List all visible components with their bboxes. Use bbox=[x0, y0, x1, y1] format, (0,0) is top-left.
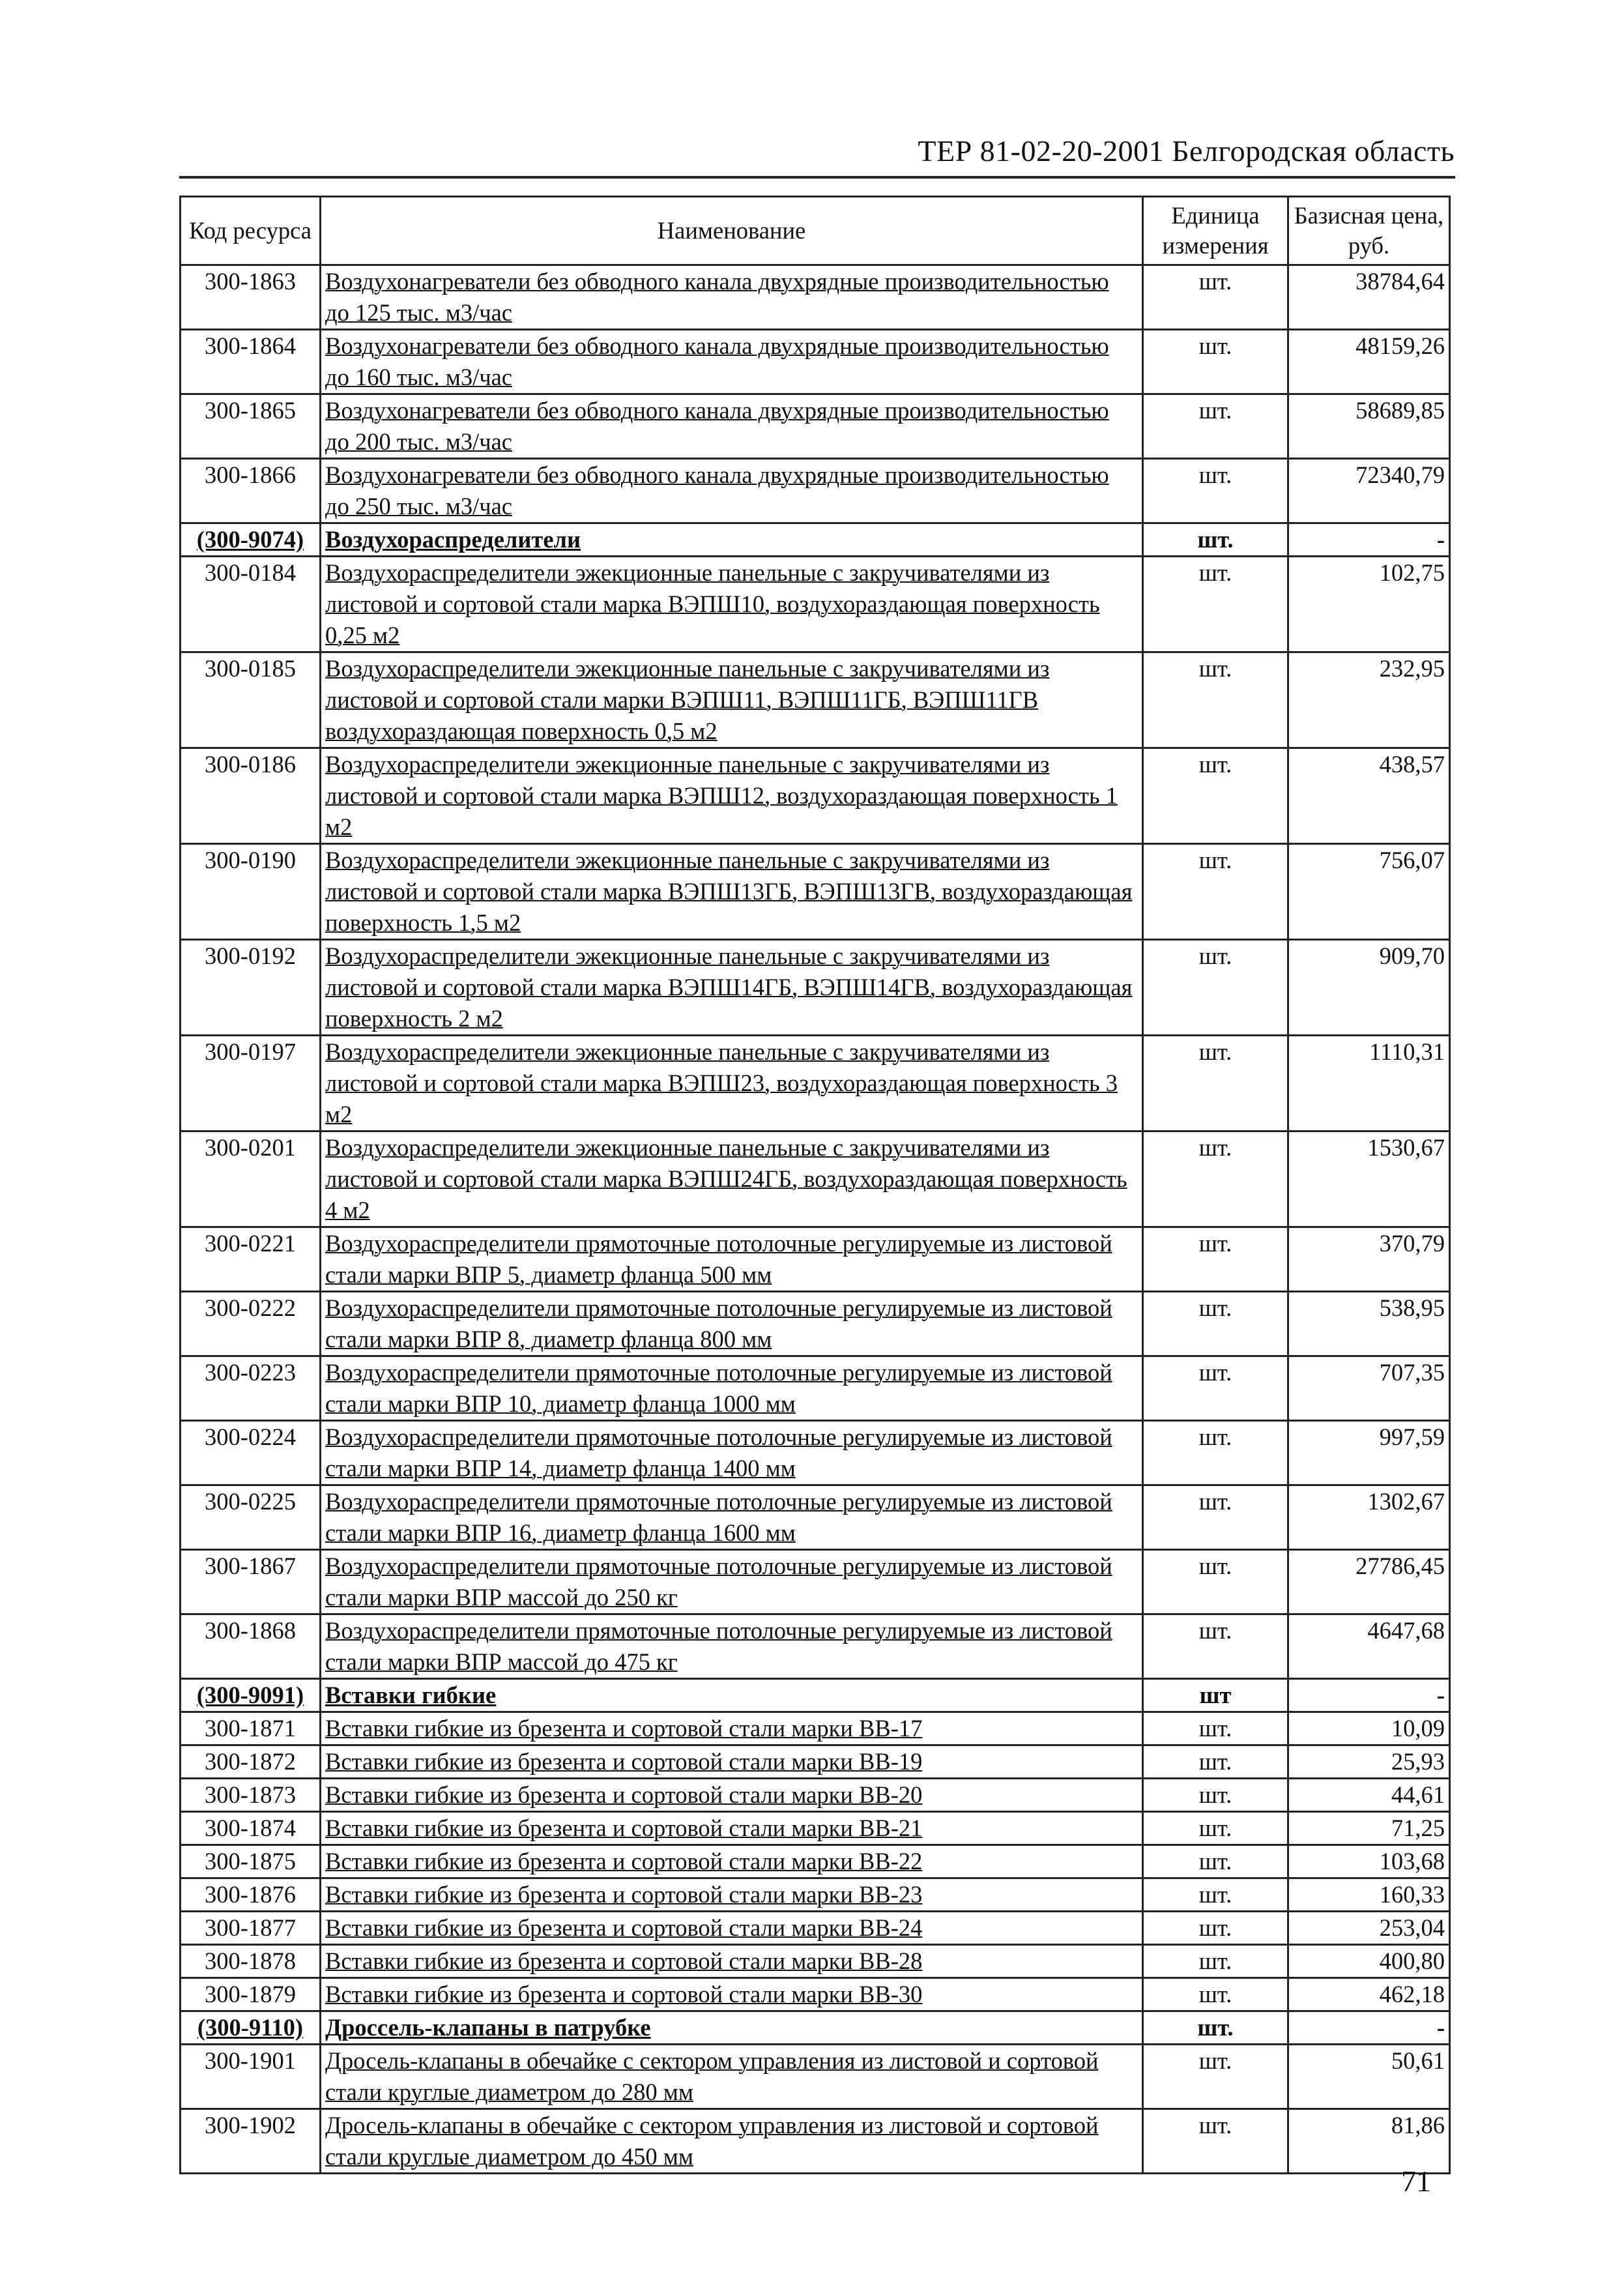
resource-code-cell-text: 300-1873 bbox=[205, 1781, 296, 1808]
resource-name-cell bbox=[321, 1614, 1143, 1679]
unit-cell bbox=[1143, 523, 1288, 557]
table-row bbox=[181, 1912, 1450, 1945]
unit-cell bbox=[1143, 652, 1288, 748]
price-cell bbox=[1288, 1036, 1450, 1131]
unit-cell bbox=[1143, 1878, 1288, 1912]
unit-cell-text: шт. bbox=[1197, 526, 1234, 553]
resource-code-cell bbox=[181, 652, 321, 748]
unit-cell-text: шт. bbox=[1198, 1881, 1232, 1908]
price-cell bbox=[1288, 844, 1450, 940]
unit-cell-text: шт. bbox=[1198, 1948, 1232, 1974]
price-cell bbox=[1288, 265, 1450, 330]
price-cell bbox=[1288, 330, 1450, 394]
resource-name-cell-text: Воздухораспределители эжекционные панельные с закручивателями из листовой и сортовой стали марка ВЭПШ24ГБ, воздухораздающая поверхность 4 м2 bbox=[325, 1134, 1127, 1223]
resource-code-cell-text: 300-1868 bbox=[205, 1617, 296, 1644]
price-cell-text: 756,07 bbox=[1379, 847, 1445, 873]
price-cell bbox=[1288, 394, 1450, 459]
resource-code-cell bbox=[181, 2045, 321, 2109]
table-row bbox=[181, 940, 1450, 1036]
price-cell-text: 232,95 bbox=[1379, 655, 1445, 682]
price-cell-text: 71,25 bbox=[1391, 1815, 1445, 1841]
resource-code-cell-text: 300-1878 bbox=[205, 1948, 296, 1974]
table-row bbox=[181, 1878, 1450, 1912]
table-row bbox=[181, 1356, 1450, 1421]
resource-name-cell bbox=[321, 459, 1143, 523]
resource-code-cell-text: 300-1863 bbox=[205, 268, 296, 295]
resource-name-cell-text: Воздухораспределители прямоточные потолочные регулируемые из листовой стали марки ВПР 5, диаметр фланца 500 мм bbox=[325, 1230, 1112, 1288]
resource-name-cell-text: Воздухораспределители прямоточные потолочные регулируемые из листовой стали марки ВПР 10, диаметр фланца 1000 мм bbox=[325, 1359, 1112, 1417]
resource-code-cell-text: 300-0184 bbox=[205, 559, 296, 586]
table-row bbox=[181, 1812, 1450, 1845]
resource-name-cell bbox=[321, 1779, 1143, 1812]
price-cell bbox=[1288, 1614, 1450, 1679]
unit-cell-text: шт. bbox=[1198, 751, 1232, 778]
table-row bbox=[181, 1712, 1450, 1745]
resource-code-cell-text: 300-0190 bbox=[205, 847, 296, 873]
resource-name-cell bbox=[321, 1845, 1143, 1878]
unit-cell-text: шт. bbox=[1198, 1294, 1232, 1321]
price-cell-text: 72340,79 bbox=[1356, 461, 1445, 488]
resource-name-cell-text: Воздухораспределители прямоточные потолочные регулируемые из листовой стали марки ВПР 8, диаметр фланца 800 мм bbox=[325, 1294, 1112, 1352]
resource-name-cell bbox=[321, 1356, 1143, 1421]
price-cell bbox=[1288, 1712, 1450, 1745]
table-row bbox=[181, 1614, 1450, 1679]
resource-name-cell-text: Воздухораспределители эжекционные панельные с закручивателями из листовой и сортовой стали марка ВЭПШ10, воздухораздающая поверхность 0,25 м2 bbox=[325, 559, 1100, 649]
unit-cell-text: шт. bbox=[1198, 942, 1232, 969]
column-header-name: Наименование bbox=[321, 197, 1143, 265]
price-cell-text: 1110,31 bbox=[1369, 1038, 1445, 1065]
resource-code-cell bbox=[181, 1945, 321, 1978]
table-row bbox=[181, 1485, 1450, 1550]
resource-name-cell-text: Воздухораспределители эжекционные панельные с закручивателями из листовой и сортовой стали марка ВЭПШ12, воздухораздающая поверхность 1 м2 bbox=[325, 751, 1118, 840]
resource-name-cell bbox=[321, 1978, 1143, 2011]
resource-name-cell bbox=[321, 2045, 1143, 2109]
resource-code-cell bbox=[181, 1845, 321, 1878]
resource-name-cell bbox=[321, 1131, 1143, 1227]
resource-code-cell-text: 300-1864 bbox=[205, 332, 296, 359]
table-row bbox=[181, 652, 1450, 748]
price-cell bbox=[1288, 748, 1450, 844]
resource-name-cell bbox=[321, 330, 1143, 394]
resource-code-cell bbox=[181, 1745, 321, 1779]
resource-name-cell-text: Воздухораспределители прямоточные потолочные регулируемые из листовой стали марки ВПР 16, диаметр фланца 1600 мм bbox=[325, 1488, 1112, 1546]
table-row bbox=[181, 1292, 1450, 1356]
price-cell bbox=[1288, 1745, 1450, 1779]
price-cell-text: 44,61 bbox=[1391, 1781, 1445, 1808]
page-number: 71 bbox=[1401, 2165, 1431, 2198]
price-cell-text: 1302,67 bbox=[1367, 1488, 1445, 1515]
resource-name-cell-text: Воздухораспределители эжекционные панельные с закручивателями из листовой и сортовой стали марка ВЭПШ13ГБ, ВЭПШ13ГВ, воздухораздающая поверхность 1,5 м2 bbox=[325, 847, 1133, 936]
resource-code-cell-text: 300-0225 bbox=[205, 1488, 296, 1515]
resource-name-cell-text: Воздухонагреватели без обводного канала двухрядные производительностью до 125 тыс. м3/час bbox=[325, 268, 1109, 326]
resource-name-cell bbox=[321, 1036, 1143, 1131]
price-cell bbox=[1288, 1550, 1450, 1614]
table-row bbox=[181, 1845, 1450, 1878]
resource-code-cell bbox=[181, 1614, 321, 1679]
price-cell-text: 538,95 bbox=[1379, 1294, 1445, 1321]
resource-name-cell-text: Воздухонагреватели без обводного канала двухрядные производительностью до 160 тыс. м3/час bbox=[325, 332, 1109, 390]
resource-code-cell bbox=[181, 1912, 321, 1945]
price-cell-text: - bbox=[1436, 1682, 1445, 1708]
price-cell-text: 438,57 bbox=[1379, 751, 1445, 778]
resource-code-cell-text: 300-0185 bbox=[205, 655, 296, 682]
resource-code-cell bbox=[181, 265, 321, 330]
unit-cell-text: шт. bbox=[1198, 1815, 1232, 1841]
resource-code-cell-text: 300-1879 bbox=[205, 1981, 296, 2007]
resource-code-cell bbox=[181, 1679, 321, 1712]
price-cell bbox=[1288, 940, 1450, 1036]
unit-cell-text: шт. bbox=[1198, 1423, 1232, 1450]
resource-code-cell bbox=[181, 1812, 321, 1845]
column-header-unit: Единица измерения bbox=[1143, 197, 1288, 265]
resource-code-cell-text: 300-1867 bbox=[205, 1553, 296, 1579]
unit-cell bbox=[1143, 1036, 1288, 1131]
unit-cell bbox=[1143, 1292, 1288, 1356]
resource-code-cell bbox=[181, 940, 321, 1036]
resource-code-cell bbox=[181, 2109, 321, 2174]
unit-cell bbox=[1143, 330, 1288, 394]
table-row bbox=[181, 844, 1450, 940]
resource-name-cell bbox=[321, 2109, 1143, 2174]
price-cell bbox=[1288, 1292, 1450, 1356]
price-cell bbox=[1288, 1812, 1450, 1845]
resource-name-cell-text: Дроссель-клапаны в патрубке bbox=[325, 2014, 651, 2041]
unit-cell-text: шт. bbox=[1198, 1488, 1232, 1515]
table-row bbox=[181, 1779, 1450, 1812]
resource-name-cell-text: Дросель-клапаны в обечайке с сектором управления из листовой и сортовой стали круглые диаметром до 280 мм bbox=[325, 2047, 1099, 2105]
resource-name-cell-text: Воздухораспределители прямоточные потолочные регулируемые из листовой стали марки ВПР массой до 250 кг bbox=[325, 1553, 1112, 1611]
resource-code-cell bbox=[181, 1978, 321, 2011]
table-row bbox=[181, 1745, 1450, 1779]
price-cell-text: 400,80 bbox=[1379, 1948, 1445, 1974]
table-group-row bbox=[181, 2011, 1450, 2045]
unit-cell bbox=[1143, 1614, 1288, 1679]
resource-code-cell-text: 300-0222 bbox=[205, 1294, 296, 1321]
unit-cell-text: шт. bbox=[1198, 397, 1232, 424]
table-row bbox=[181, 1421, 1450, 1485]
resource-name-cell bbox=[321, 1878, 1143, 1912]
table-row bbox=[181, 1036, 1450, 1131]
unit-cell bbox=[1143, 557, 1288, 652]
price-cell-text: - bbox=[1436, 2014, 1445, 2041]
resource-code-cell bbox=[181, 1485, 321, 1550]
price-cell-text: 10,09 bbox=[1391, 1715, 1445, 1742]
unit-cell bbox=[1143, 2109, 1288, 2174]
table-row bbox=[181, 459, 1450, 523]
resource-code-cell bbox=[181, 330, 321, 394]
price-cell bbox=[1288, 1227, 1450, 1292]
price-cell bbox=[1288, 2045, 1450, 2109]
price-cell-text: 48159,26 bbox=[1356, 332, 1445, 359]
table-body bbox=[181, 265, 1450, 2174]
resource-name-cell bbox=[321, 652, 1143, 748]
unit-cell-text: шт. bbox=[1198, 1781, 1232, 1808]
resource-name-cell bbox=[321, 1745, 1143, 1779]
resource-name-cell-text: Вставки гибкие из брезента и сортовой стали марки ВВ-30 bbox=[325, 1981, 923, 2007]
unit-cell-text: шт. bbox=[1198, 1134, 1232, 1161]
unit-cell bbox=[1143, 1227, 1288, 1292]
unit-cell bbox=[1143, 844, 1288, 940]
resource-code-cell-text: 300-1874 bbox=[205, 1815, 296, 1841]
resource-name-cell-text: Вставки гибкие из брезента и сортовой стали марки ВВ-23 bbox=[325, 1881, 923, 1908]
resource-name-cell bbox=[321, 1812, 1143, 1845]
table-row bbox=[181, 394, 1450, 459]
price-cell-text: 103,68 bbox=[1379, 1848, 1445, 1875]
resource-name-cell bbox=[321, 1550, 1143, 1614]
unit-cell bbox=[1143, 1712, 1288, 1745]
resource-code-cell-text: 300-0192 bbox=[205, 942, 296, 969]
unit-cell-text: шт. bbox=[1198, 655, 1232, 682]
resource-name-cell bbox=[321, 2011, 1143, 2045]
resource-code-cell bbox=[181, 394, 321, 459]
resource-code-cell-text: 300-1871 bbox=[205, 1715, 296, 1742]
resource-name-cell bbox=[321, 523, 1143, 557]
price-cell bbox=[1288, 557, 1450, 652]
resource-code-cell-text: 300-0201 bbox=[205, 1134, 296, 1161]
price-cell-text: 4647,68 bbox=[1367, 1617, 1445, 1644]
price-cell-text: 462,18 bbox=[1379, 1981, 1445, 2007]
unit-cell bbox=[1143, 748, 1288, 844]
price-cell-text: - bbox=[1436, 526, 1445, 553]
table-header-row bbox=[181, 197, 1450, 265]
unit-cell bbox=[1143, 265, 1288, 330]
unit-cell-text: шт. bbox=[1198, 1914, 1232, 1941]
resource-name-cell-text: Вставки гибкие из брезента и сортовой стали марки ВВ-22 bbox=[325, 1848, 923, 1875]
resource-name-cell bbox=[321, 394, 1143, 459]
resource-code-cell bbox=[181, 1550, 321, 1614]
unit-cell-text: шт. bbox=[1198, 268, 1232, 295]
unit-cell-text: шт. bbox=[1198, 1848, 1232, 1875]
column-header-code: Код ресурса bbox=[181, 197, 321, 265]
resource-price-table bbox=[179, 196, 1451, 2174]
price-cell bbox=[1288, 459, 1450, 523]
unit-cell-text: шт. bbox=[1198, 332, 1232, 359]
unit-cell-text: шт. bbox=[1198, 847, 1232, 873]
resource-code-cell-text: 300-0224 bbox=[205, 1423, 296, 1450]
price-cell-text: 102,75 bbox=[1379, 559, 1445, 586]
price-cell-text: 27786,45 bbox=[1356, 1553, 1445, 1579]
unit-cell-text: шт. bbox=[1197, 2014, 1234, 2041]
unit-cell bbox=[1143, 459, 1288, 523]
resource-name-cell bbox=[321, 1292, 1143, 1356]
resource-code-cell-text: (300-9074) bbox=[196, 526, 304, 553]
table-row bbox=[181, 1227, 1450, 1292]
price-cell-text: 370,79 bbox=[1379, 1230, 1445, 1257]
resource-code-cell-text: (300-9110) bbox=[197, 2014, 304, 2041]
resource-code-cell-text: 300-1865 bbox=[205, 397, 296, 424]
price-cell bbox=[1288, 1485, 1450, 1550]
price-cell-text: 25,93 bbox=[1391, 1748, 1445, 1775]
unit-cell bbox=[1143, 2011, 1288, 2045]
table-row bbox=[181, 1131, 1450, 1227]
unit-cell bbox=[1143, 1912, 1288, 1945]
table-row bbox=[181, 748, 1450, 844]
unit-cell bbox=[1143, 1845, 1288, 1878]
resource-code-cell bbox=[181, 1712, 321, 1745]
unit-cell bbox=[1143, 1745, 1288, 1779]
resource-code-cell-text: 300-1876 bbox=[205, 1881, 296, 1908]
resource-name-cell-text: Вставки гибкие из брезента и сортовой стали марки ВВ-19 bbox=[325, 1748, 923, 1775]
price-cell bbox=[1288, 1878, 1450, 1912]
resource-name-cell-text: Воздухораспределители эжекционные панельные с закручивателями из листовой и сортовой стали марки ВЭПШ11, ВЭПШ11ГБ, ВЭПШ11ГВ воздухораздающая поверхность 0,5 м2 bbox=[325, 655, 1050, 744]
table-row bbox=[181, 1945, 1450, 1978]
table-row bbox=[181, 265, 1450, 330]
resource-name-cell-text: Вставки гибкие из брезента и сортовой стали марки ВВ-21 bbox=[325, 1815, 923, 1841]
resource-name-cell bbox=[321, 844, 1143, 940]
price-cell-text: 909,70 bbox=[1379, 942, 1445, 969]
column-header-price: Базисная цена, руб. bbox=[1288, 197, 1450, 265]
unit-cell-text: шт. bbox=[1198, 1617, 1232, 1644]
price-cell bbox=[1288, 523, 1450, 557]
resource-code-cell-text: 300-0221 bbox=[205, 1230, 296, 1257]
price-cell bbox=[1288, 1679, 1450, 1712]
resource-code-cell bbox=[181, 1131, 321, 1227]
unit-cell bbox=[1143, 940, 1288, 1036]
price-cell-text: 707,35 bbox=[1379, 1359, 1445, 1386]
header-divider bbox=[179, 176, 1455, 179]
resource-name-cell bbox=[321, 1945, 1143, 1978]
resource-code-cell bbox=[181, 1779, 321, 1812]
resource-name-cell-text: Вставки гибкие из брезента и сортовой стали марки ВВ-24 bbox=[325, 1914, 923, 1941]
resource-code-cell-text: 300-1875 bbox=[205, 1848, 296, 1875]
resource-code-cell bbox=[181, 1878, 321, 1912]
unit-cell bbox=[1143, 1131, 1288, 1227]
resource-code-cell bbox=[181, 1356, 321, 1421]
unit-cell-text: шт. bbox=[1198, 1715, 1232, 1742]
resource-name-cell-text: Дросель-клапаны в обечайке с сектором управления из листовой и сортовой стали круглые диаметром до 450 мм bbox=[325, 2112, 1099, 2170]
price-cell bbox=[1288, 2011, 1450, 2045]
price-cell-text: 997,59 bbox=[1379, 1423, 1445, 1450]
resource-name-cell-text: Воздухораспределители прямоточные потолочные регулируемые из листовой стали марки ВПР 14, диаметр фланца 1400 мм bbox=[325, 1423, 1112, 1481]
resource-code-cell bbox=[181, 1036, 321, 1131]
table-group-row bbox=[181, 523, 1450, 557]
unit-cell-text: шт. bbox=[1198, 1748, 1232, 1775]
resource-name-cell bbox=[321, 1485, 1143, 1550]
unit-cell bbox=[1143, 1812, 1288, 1845]
unit-cell bbox=[1143, 1945, 1288, 1978]
resource-name-cell bbox=[321, 1421, 1143, 1485]
resource-code-cell bbox=[181, 1421, 321, 1485]
document-title: ТЕР 81-02-20-2001 Белгородская область bbox=[918, 134, 1455, 168]
price-cell bbox=[1288, 652, 1450, 748]
resource-name-cell-text: Вставки гибкие bbox=[325, 1682, 497, 1708]
unit-cell-text: шт. bbox=[1198, 1359, 1232, 1386]
resource-name-cell bbox=[321, 940, 1143, 1036]
price-cell-text: 81,86 bbox=[1391, 2112, 1445, 2138]
resource-name-cell bbox=[321, 1227, 1143, 1292]
price-cell bbox=[1288, 1945, 1450, 1978]
unit-cell bbox=[1143, 394, 1288, 459]
unit-cell-text: шт. bbox=[1198, 1038, 1232, 1065]
price-cell-text: 160,33 bbox=[1379, 1881, 1445, 1908]
resource-name-cell-text: Вставки гибкие из брезента и сортовой стали марки ВВ-17 bbox=[325, 1715, 923, 1742]
price-cell bbox=[1288, 1978, 1450, 2011]
resource-code-cell bbox=[181, 844, 321, 940]
unit-cell bbox=[1143, 1485, 1288, 1550]
price-cell bbox=[1288, 1356, 1450, 1421]
table-group-row bbox=[181, 1679, 1450, 1712]
resource-name-cell-text: Воздухораспределители прямоточные потолочные регулируемые из листовой стали марки ВПР массой до 475 кг bbox=[325, 1617, 1112, 1675]
resource-name-cell-text: Воздухонагреватели без обводного канала двухрядные производительностью до 250 тыс. м3/час bbox=[325, 461, 1109, 519]
resource-name-cell bbox=[321, 1679, 1143, 1712]
resource-code-cell bbox=[181, 523, 321, 557]
unit-cell-text: шт. bbox=[1198, 1981, 1232, 2007]
resource-name-cell bbox=[321, 748, 1143, 844]
resource-name-cell-text: Воздухораспределители bbox=[325, 526, 581, 553]
resource-name-cell-text: Вставки гибкие из брезента и сортовой стали марки ВВ-20 bbox=[325, 1781, 923, 1808]
resource-code-cell-text: 300-0223 bbox=[205, 1359, 296, 1386]
table-row bbox=[181, 2109, 1450, 2174]
resource-code-cell bbox=[181, 2011, 321, 2045]
resource-code-cell-text: 300-1866 bbox=[205, 461, 296, 488]
price-cell bbox=[1288, 1131, 1450, 1227]
resource-code-cell-text: 300-1872 bbox=[205, 1748, 296, 1775]
resource-code-cell bbox=[181, 1292, 321, 1356]
table-row bbox=[181, 557, 1450, 652]
unit-cell bbox=[1143, 1679, 1288, 1712]
unit-cell-text: шт. bbox=[1198, 2047, 1232, 2074]
resource-name-cell-text: Воздухораспределители эжекционные панельные с закручивателями из листовой и сортовой стали марка ВЭПШ23, воздухораздающая поверхность 3 м2 bbox=[325, 1038, 1118, 1128]
resource-name-cell-text: Вставки гибкие из брезента и сортовой стали марки ВВ-28 bbox=[325, 1948, 923, 1974]
unit-cell bbox=[1143, 1356, 1288, 1421]
price-cell bbox=[1288, 1845, 1450, 1878]
table-row bbox=[181, 1978, 1450, 2011]
unit-cell bbox=[1143, 1421, 1288, 1485]
unit-cell-text: шт. bbox=[1198, 559, 1232, 586]
price-cell-text: 253,04 bbox=[1379, 1914, 1445, 1941]
resource-name-cell-text: Воздухонагреватели без обводного канала двухрядные производительностью до 200 тыс. м3/час bbox=[325, 397, 1109, 455]
price-cell-text: 58689,85 bbox=[1356, 397, 1445, 424]
resource-code-cell bbox=[181, 459, 321, 523]
unit-cell-text: шт. bbox=[1198, 1553, 1232, 1579]
resource-name-cell bbox=[321, 1712, 1143, 1745]
unit-cell bbox=[1143, 1779, 1288, 1812]
unit-cell-text: шт. bbox=[1198, 2112, 1232, 2138]
unit-cell bbox=[1143, 1978, 1288, 2011]
table-row bbox=[181, 1550, 1450, 1614]
price-cell-text: 38784,64 bbox=[1356, 268, 1445, 295]
unit-cell-text: шт. bbox=[1198, 461, 1232, 488]
resource-code-cell bbox=[181, 557, 321, 652]
unit-cell-text: шт. bbox=[1198, 1230, 1232, 1257]
resource-name-cell bbox=[321, 265, 1143, 330]
resource-name-cell bbox=[321, 557, 1143, 652]
price-cell bbox=[1288, 1779, 1450, 1812]
table-row bbox=[181, 330, 1450, 394]
price-cell bbox=[1288, 1421, 1450, 1485]
unit-cell bbox=[1143, 2045, 1288, 2109]
unit-cell bbox=[1143, 1550, 1288, 1614]
resource-code-cell-text: (300-9091) bbox=[196, 1682, 304, 1708]
resource-code-cell-text: 300-1901 bbox=[205, 2047, 296, 2074]
resource-code-cell-text: 300-0197 bbox=[205, 1038, 296, 1065]
resource-code-cell-text: 300-1902 bbox=[205, 2112, 296, 2138]
resource-code-cell-text: 300-1877 bbox=[205, 1914, 296, 1941]
table-row bbox=[181, 2045, 1450, 2109]
price-cell-text: 50,61 bbox=[1391, 2047, 1445, 2074]
resource-name-cell-text: Воздухораспределители эжекционные панельные с закручивателями из листовой и сортовой стали марка ВЭПШ14ГБ, ВЭПШ14ГВ, воздухораздающая поверхность 2 м2 bbox=[325, 942, 1133, 1032]
price-cell bbox=[1288, 1912, 1450, 1945]
resource-code-cell bbox=[181, 748, 321, 844]
unit-cell-text: шт bbox=[1199, 1682, 1232, 1708]
resource-name-cell bbox=[321, 1912, 1143, 1945]
resource-code-cell-text: 300-0186 bbox=[205, 751, 296, 778]
resource-code-cell bbox=[181, 1227, 321, 1292]
price-cell-text: 1530,67 bbox=[1367, 1134, 1445, 1161]
